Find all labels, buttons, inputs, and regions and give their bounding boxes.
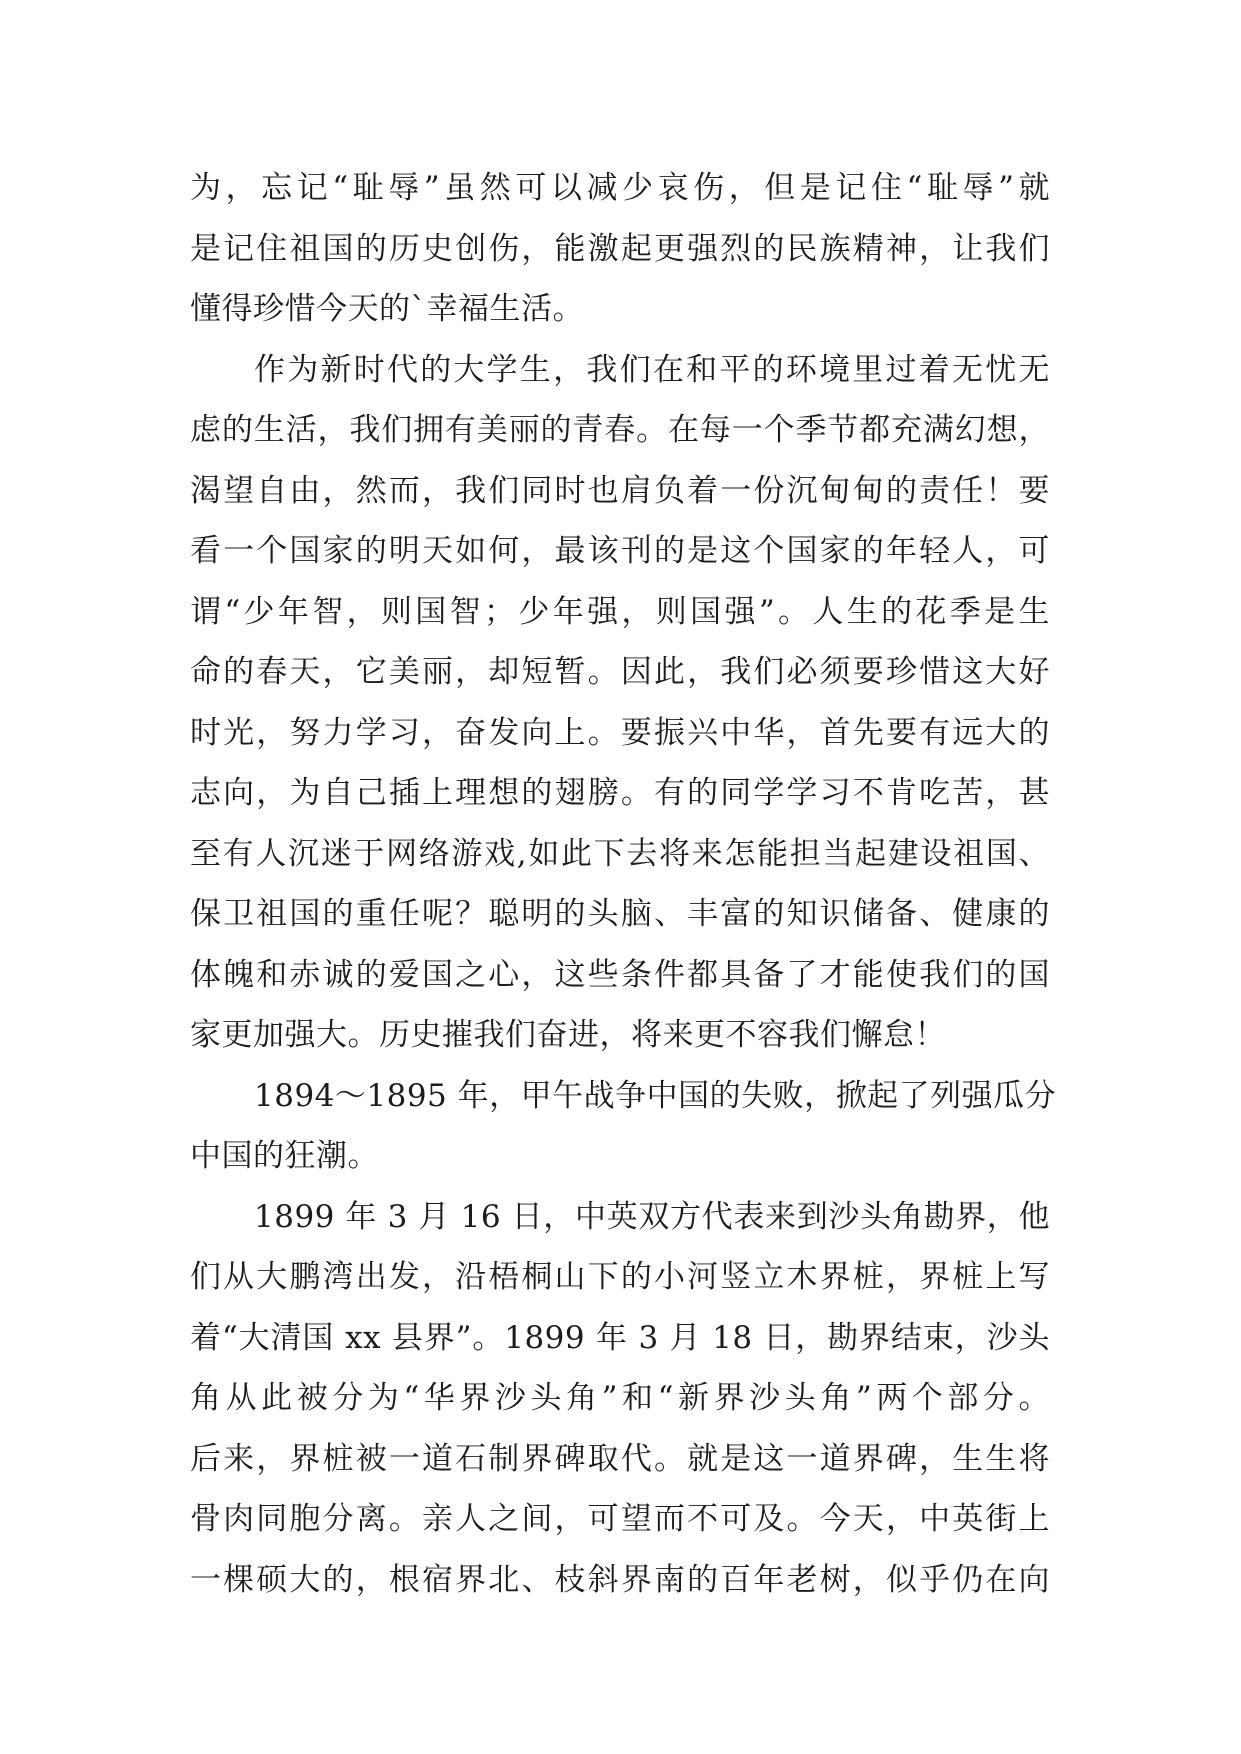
- text-line: 1894～1895 年，甲午战争中国的失败，掀起了列强瓜分: [254, 1077, 1057, 1114]
- text-line: 着“大清国 xx 县界”。1899 年 3 月 18 日，勘界结束，沙头: [190, 1319, 1050, 1356]
- text-line: 后来，界桩被一道石制界碑取代。就是这一道界碑，生生将: [190, 1440, 1050, 1477]
- text-line: 作为新时代的大学生，我们在和平的环境里过着无忧无: [254, 351, 1050, 388]
- text-line: 为，忘记“耻辱”虽然可以减少哀伤，但是记住“耻辱”就: [190, 170, 1050, 206]
- text-line: 看一个国家的明天如何，最该刊的是这个国家的年轻人，可: [190, 533, 1050, 569]
- text-line: 志向，为自己插上理想的翅膀。有的同学学习不肯吃苦，甚: [190, 775, 1050, 811]
- body-text: [190, 158, 1057, 1610]
- text-line: 时光，努力学习，奋发向上。要振兴中华，首先要有远大的: [190, 714, 1050, 751]
- text-line: 是记住祖国的历史创伤，能激起更强烈的民族精神，让我们: [190, 230, 1050, 267]
- text-line: 们从大鹏湾出发，沿梧桐山下的小河竖立木界桩，界桩上写: [190, 1259, 1050, 1295]
- text-line: 谓“少年智，则国智；少年强，则国强”。人生的花季是生: [190, 593, 1050, 630]
- text-line: 骨肉同胞分离。亲人之间，可望而不可及。今天，中英街上: [190, 1501, 1050, 1537]
- text-line: 至有人沉迷于网络游戏,如此下去将来怎能担当起建设祖国、: [190, 835, 1050, 872]
- text-line: 角从此被分为“华界沙头角”和“新界沙头角”两个部分。: [190, 1380, 1050, 1416]
- text-line: 渴望自由，然而，我们同时也肩负着一份沉甸甸的责任！要: [190, 472, 1050, 509]
- text-line: 命的春天，它美丽，却短暂。因此，我们必须要珍惜这大好: [190, 654, 1050, 690]
- text-line: 中国的狂潮。: [190, 1138, 379, 1174]
- text-line: 体魄和赤诚的爱国之心，这些条件都具备了才能使我们的国: [190, 956, 1050, 993]
- text-line: 家更加强大。历史摧我们奋进，将来更不容我们懈怠！: [190, 1017, 946, 1053]
- text-line: 1899 年 3 月 16 日，中英双方代表来到沙头角勘界，他: [254, 1198, 1050, 1235]
- text-line: 虑的生活，我们拥有美丽的青春。在每一个季节都充满幻想，: [190, 412, 1050, 448]
- text-line: 保卫祖国的重任呢？聪明的头脑、丰富的知识储备、健康的: [190, 896, 1050, 932]
- text-line: 一棵硕大的，根宿界北、枝斜界南的百年老树，似乎仍在向: [190, 1561, 1050, 1598]
- text-line: 懂得珍惜今天的`幸福生活。: [190, 291, 584, 327]
